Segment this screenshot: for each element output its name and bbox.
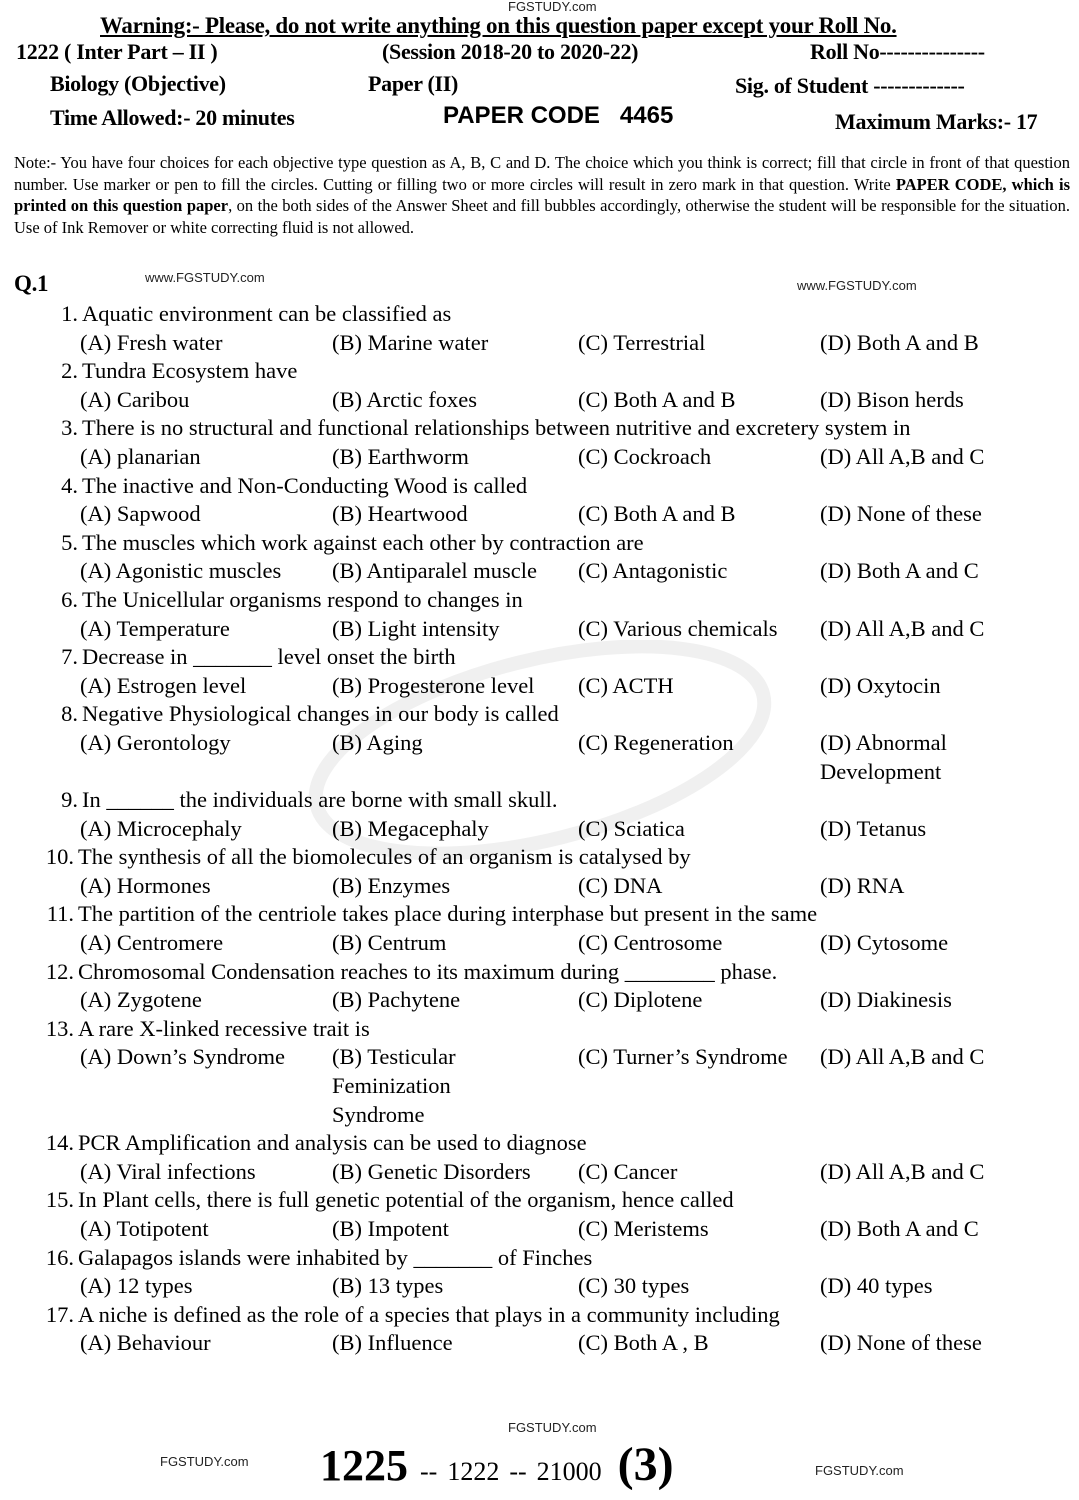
option-d: (D) Tetanus xyxy=(820,815,927,841)
question-line xyxy=(0,300,1079,329)
option-b: (B) Light intensity xyxy=(332,615,500,641)
option-c: (C) 30 types xyxy=(578,1273,690,1299)
question-text: The partition of the centriole takes place during interphase but present in the same xyxy=(78,901,818,927)
option-b: (B) Earthworm xyxy=(332,443,469,469)
question-number: 14. xyxy=(45,1130,74,1156)
question-item xyxy=(0,300,1079,357)
question-text: The Unicellular organisms respond to changes in xyxy=(82,586,523,612)
question-item xyxy=(0,958,1079,1015)
question-line xyxy=(0,786,1079,815)
question-line xyxy=(0,357,1079,386)
option-d: (D) Cytosome xyxy=(820,930,949,956)
question-item xyxy=(0,357,1079,414)
question-item xyxy=(0,1129,1079,1186)
question-number: 7. xyxy=(61,644,78,670)
option-b: (B) Marine water xyxy=(332,329,489,355)
section-label: Q.1 xyxy=(14,271,49,296)
options-row xyxy=(0,443,1079,472)
question-text: In Plant cells, there is full genetic potential of the organism, hence called xyxy=(78,1187,734,1213)
question-item xyxy=(0,414,1079,471)
question-item xyxy=(0,529,1079,586)
watermark-top: FGSTUDY.com xyxy=(508,0,597,14)
watermark-bottom-right: FGSTUDY.com xyxy=(815,1463,904,1478)
question-text: Negative Physiological changes in our body is called xyxy=(82,701,559,727)
question-item xyxy=(0,472,1079,529)
subject: Biology (Objective) xyxy=(50,71,226,96)
footer xyxy=(320,1438,674,1500)
option-d: (D) Oxytocin xyxy=(820,672,941,698)
maximum-marks: Maximum Marks:- 17 xyxy=(835,109,1038,134)
option-b: (B) Progesterone level xyxy=(332,672,535,698)
question-item xyxy=(0,1186,1079,1243)
option-a: (A) Agonistic muscles xyxy=(80,558,282,584)
option-a: (A) 12 types xyxy=(80,1273,193,1299)
time-allowed: Time Allowed:- 20 minutes xyxy=(50,105,295,130)
question-number: 3. xyxy=(61,415,78,441)
option-a: (A) Behaviour xyxy=(80,1330,211,1356)
option-c: (C) Various chemicals xyxy=(578,615,778,641)
question-text: PCR Amplification and analysis can be used to diagnose xyxy=(78,1130,587,1156)
question-number: 8. xyxy=(61,701,78,727)
question-number: 1. xyxy=(61,301,78,326)
options-row xyxy=(0,386,1079,415)
option-c: (C) Cancer xyxy=(578,1158,678,1184)
roll-no-field: Roll No--------------- xyxy=(810,39,985,64)
question-number: 4. xyxy=(61,472,78,498)
option-b: (B) Genetic Disorders xyxy=(332,1158,531,1184)
option-c: (C) Diplotene xyxy=(578,987,703,1013)
question-line xyxy=(0,414,1079,443)
options-row xyxy=(0,1215,1079,1244)
question-text: Decrease in _______ level onset the birth xyxy=(82,644,456,670)
options-row xyxy=(0,729,1079,786)
question-number: 2. xyxy=(61,358,78,384)
question-line xyxy=(0,958,1079,987)
question-text: The inactive and Non-Conducting Wood is called xyxy=(82,472,528,498)
options-row xyxy=(0,557,1079,586)
question-line xyxy=(0,586,1079,615)
option-b: (B) 13 types xyxy=(332,1273,444,1299)
question-number: 15. xyxy=(45,1187,74,1213)
paper: Paper (II) xyxy=(368,71,459,96)
question-number: 6. xyxy=(61,586,78,612)
question-line xyxy=(0,1129,1079,1158)
question-line xyxy=(0,700,1079,729)
question-item xyxy=(0,700,1079,786)
options-row xyxy=(0,1043,1079,1129)
option-a: (A) Microcephaly xyxy=(80,815,242,841)
question-item xyxy=(0,643,1079,700)
question-number: 13. xyxy=(45,1015,74,1041)
footer-sep: -- xyxy=(420,1457,438,1486)
question-line xyxy=(0,843,1079,872)
options-row xyxy=(0,500,1079,529)
question-line xyxy=(0,472,1079,501)
question-text: Galapagos islands were inhabited by _______ of Finches xyxy=(78,1244,593,1270)
options-row xyxy=(0,1272,1079,1301)
note-bold-text: PAPER CODE, which is printed on this question paper xyxy=(14,174,1070,215)
watermark-left: www.FGSTUDY.com xyxy=(145,270,265,285)
footer-code2: 21000 xyxy=(536,1457,602,1486)
option-d: (D) All A,B and C xyxy=(820,443,985,469)
question-line xyxy=(0,1186,1079,1215)
options-row xyxy=(0,615,1079,644)
option-c: (C) Both A , B xyxy=(578,1330,709,1356)
note-text: Note:- You have four choices for each objective type question as A, B, C and D. The choice which you think is correct; fill that circle in front of that question number. Use marker or pen to fill the circles. Cutting or filling two or more circles will result in zero mark in that question. Write xyxy=(14,153,1070,194)
option-b: (B) Influence xyxy=(332,1330,453,1356)
options-row xyxy=(0,672,1079,701)
option-b: (B) Megacephaly xyxy=(332,815,489,841)
question-number: 10. xyxy=(45,844,74,870)
question-text: A rare X-linked recessive trait is xyxy=(78,1015,370,1041)
question-text: Aquatic environment can be classified as xyxy=(82,301,452,326)
option-d: (D) Both A and C xyxy=(820,558,979,584)
question-line xyxy=(0,1301,1079,1330)
option-c: (C) Centrosome xyxy=(578,930,723,956)
option-a: (A) Gerontology xyxy=(80,729,231,755)
instructions-note xyxy=(14,152,1070,238)
question-text: The muscles which work against each other by contraction are xyxy=(82,529,644,555)
question-item xyxy=(0,1301,1079,1358)
question-item xyxy=(0,786,1079,843)
options-row xyxy=(0,872,1079,901)
question-line xyxy=(0,1015,1079,1044)
option-c: (C) DNA xyxy=(578,872,663,898)
options-row xyxy=(0,815,1079,844)
option-c: (C) Sciatica xyxy=(578,815,685,841)
question-number: 12. xyxy=(45,958,74,984)
exam-code: 1222 ( Inter Part – II ) xyxy=(16,39,218,64)
option-a: (A) Fresh water xyxy=(80,329,223,355)
option-d: (D) None of these xyxy=(820,1330,982,1356)
question-item xyxy=(0,843,1079,900)
footer-page-number: (3) xyxy=(617,1438,674,1491)
option-c: (C) Terrestrial xyxy=(578,329,706,355)
option-c: (C) Antagonistic xyxy=(578,558,728,584)
option-a: (A) Caribou xyxy=(80,386,190,412)
watermark-bottom-left: FGSTUDY.com xyxy=(160,1454,249,1469)
question-item xyxy=(0,1244,1079,1301)
watermark-right: www.FGSTUDY.com xyxy=(797,278,917,293)
question-item xyxy=(0,900,1079,957)
option-d: (D) Bison herds xyxy=(820,386,964,412)
footer-code1: 1222 xyxy=(447,1457,500,1486)
question-text: The synthesis of all the biomolecules of an organism is catalysed by xyxy=(78,844,691,870)
option-d: (D) RNA xyxy=(820,872,905,898)
option-a: (A) Centromere xyxy=(80,930,224,956)
signature-field: Sig. of Student ------------- xyxy=(735,73,965,98)
option-c: (C) Regeneration xyxy=(578,729,734,755)
option-a: (A) Hormones xyxy=(80,872,211,898)
option-d: (D) Diakinesis xyxy=(820,987,952,1013)
option-d: (D) 40 types xyxy=(820,1273,933,1299)
option-b: (B) Arctic foxes xyxy=(332,386,477,412)
question-text: There is no structural and functional relationships between nutritive and excretery system in xyxy=(82,415,911,441)
option-a: (A) Zygotene xyxy=(80,987,202,1013)
option-b: (B) Enzymes xyxy=(332,872,451,898)
question-number: 11. xyxy=(46,901,74,927)
option-d: (D) Abnormal Development xyxy=(820,729,947,784)
question-list xyxy=(0,300,1079,1358)
question-text: In ______ the individuals are borne with small skull. xyxy=(82,787,558,813)
option-a: (A) Estrogen level xyxy=(80,672,247,698)
footer-main-code: 1225 xyxy=(320,1441,408,1490)
options-row xyxy=(0,1158,1079,1187)
option-c: (C) Cockroach xyxy=(578,443,712,469)
question-number: 16. xyxy=(45,1244,74,1270)
option-d: (D) None of these xyxy=(820,501,982,527)
option-c: (C) Both A and B xyxy=(578,501,736,527)
question-line xyxy=(0,529,1079,558)
question-line xyxy=(0,643,1079,672)
option-b: (B) Heartwood xyxy=(332,501,468,527)
options-row xyxy=(0,929,1079,958)
option-d: (D) Both A and B xyxy=(820,329,979,355)
option-a: (A) planarian xyxy=(80,443,201,469)
session: (Session 2018-20 to 2020-22) xyxy=(382,39,639,64)
question-number: 17. xyxy=(45,1301,74,1327)
question-line xyxy=(0,900,1079,929)
option-b: (B) Pachytene xyxy=(332,987,461,1013)
option-c: (C) Turner’s Syndrome xyxy=(578,1044,788,1070)
option-b: (B) Testicular Feminization Syndrome xyxy=(332,1044,456,1127)
option-b: (B) Aging xyxy=(332,729,423,755)
option-d: (D) All A,B and C xyxy=(820,1044,985,1070)
question-text: Tundra Ecosystem have xyxy=(82,358,298,384)
option-b: (B) Antiparalel muscle xyxy=(332,558,537,584)
option-b: (B) Centrum xyxy=(332,930,447,956)
option-d: (D) All A,B and C xyxy=(820,1158,985,1184)
options-row xyxy=(0,329,1079,358)
option-a: (A) Temperature xyxy=(80,615,230,641)
option-a: (A) Totipotent xyxy=(80,1216,209,1241)
option-d: (D) All A,B and C xyxy=(820,615,985,641)
question-number: 9. xyxy=(61,787,78,813)
option-c: (C) ACTH xyxy=(578,672,674,698)
watermark-bottom-center: FGSTUDY.com xyxy=(508,1420,597,1435)
warning-text: Warning:- Please, do not write anything on this question paper except your Roll No. xyxy=(100,13,897,38)
option-c: (C) Meristems xyxy=(578,1216,709,1241)
question-number: 5. xyxy=(61,529,78,555)
option-b: (B) Impotent xyxy=(332,1216,449,1241)
footer-sep: -- xyxy=(509,1457,527,1486)
question-item xyxy=(0,586,1079,643)
options-row xyxy=(0,1329,1079,1358)
option-a: (A) Viral infections xyxy=(80,1158,256,1184)
note-text-end: , on the both sides of the Answer Sheet and fill bubbles accordingly, otherwise the student will be responsible for the situation. Use of Ink Remover or white correcting fluid is not allowed. xyxy=(14,196,1070,237)
option-d: (D) Both A and C xyxy=(820,1216,979,1241)
question-text: A niche is defined as the role of a species that plays in a community including xyxy=(78,1301,780,1327)
options-row xyxy=(0,986,1079,1015)
option-c: (C) Both A and B xyxy=(578,386,736,412)
question-item xyxy=(0,1015,1079,1129)
question-text: Chromosomal Condensation reaches to its maximum during ________ phase. xyxy=(78,958,778,984)
option-a: (A) Sapwood xyxy=(80,501,201,527)
question-line xyxy=(0,1244,1079,1273)
option-a: (A) Down’s Syndrome xyxy=(80,1044,285,1070)
paper-code: PAPER CODE 4465 xyxy=(443,102,674,129)
